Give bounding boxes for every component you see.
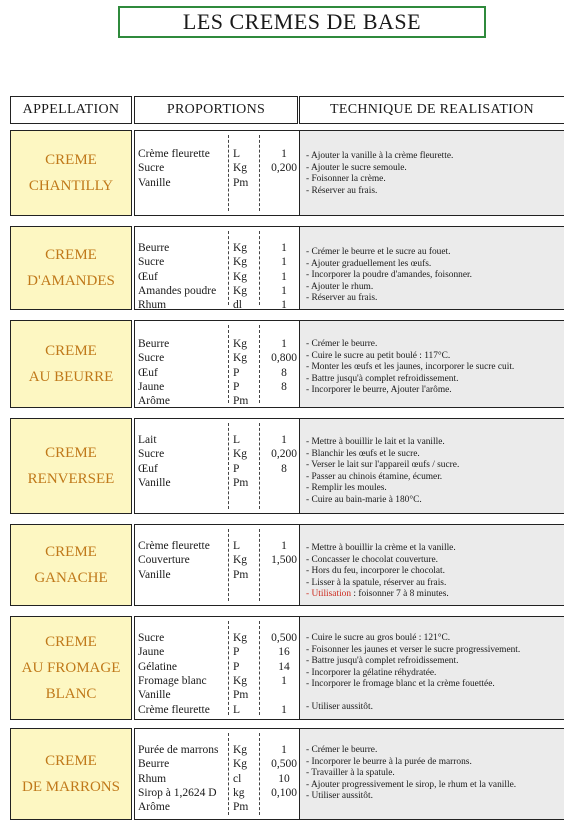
ingredient-unit: P bbox=[233, 462, 240, 475]
ingredient-row bbox=[135, 568, 307, 582]
ingredient-qty: 1 bbox=[281, 299, 287, 312]
ingredient-row bbox=[135, 337, 307, 351]
ingredient-qty: 0,500 bbox=[271, 632, 297, 644]
technique-step bbox=[306, 495, 562, 506]
cream-name-line: CREME bbox=[45, 343, 97, 359]
ingredient-name: Rhum bbox=[138, 299, 167, 312]
step-text: - Foisonner la crème. bbox=[306, 174, 386, 184]
technique-step bbox=[306, 282, 562, 293]
ingredient-qty: 1 bbox=[281, 284, 287, 297]
ingredient-name: Gélatine bbox=[138, 660, 177, 673]
cream-name-line: CREME bbox=[45, 634, 97, 650]
proportions-cell bbox=[134, 320, 308, 408]
ingredient-row bbox=[135, 757, 307, 771]
technique-cell bbox=[299, 320, 564, 408]
technique-step bbox=[306, 270, 562, 281]
ingredient-unit: L bbox=[233, 703, 241, 716]
ingredient-name: Sucre bbox=[138, 162, 165, 175]
cream-name-line: CREME bbox=[45, 544, 97, 560]
step-text: - Utiliser aussitôt. bbox=[306, 702, 373, 712]
step-text: - Mettre à bouillir la crème et la vanille. bbox=[306, 543, 456, 553]
step-text: - Cuire au bain-marie à 180°C. bbox=[306, 494, 422, 505]
technique-step bbox=[306, 437, 562, 448]
ingredient-row bbox=[135, 366, 307, 380]
ingredient-name: Beurre bbox=[138, 758, 170, 771]
ingredient-name: Beurre bbox=[138, 338, 170, 350]
technique-step bbox=[306, 543, 562, 554]
ingredient-unit: L bbox=[233, 540, 241, 552]
ingredient-row bbox=[135, 433, 307, 447]
ingredient-name: Sucre bbox=[138, 352, 165, 365]
technique-step bbox=[306, 656, 562, 667]
ingredient-unit: P bbox=[233, 646, 240, 659]
ingredient-name: Œuf bbox=[138, 462, 158, 475]
step-text: - Ajouter graduellement les œufs. bbox=[306, 258, 432, 269]
ingredient-row bbox=[135, 772, 307, 786]
ingredient-unit: Kg bbox=[233, 352, 248, 365]
ingredient-name: Amandes poudre bbox=[138, 284, 217, 297]
cream-name-line: AU FROMAGE bbox=[21, 660, 121, 676]
technique-step bbox=[306, 472, 562, 483]
ingredient-qty: 1 bbox=[281, 703, 287, 716]
ingredient-unit: Pm bbox=[233, 395, 249, 408]
ingredient-unit: P bbox=[233, 660, 240, 673]
cream-block bbox=[10, 320, 564, 408]
cream-name-line: CREME bbox=[45, 753, 97, 769]
technique-step bbox=[306, 745, 562, 756]
ingredient-unit: Pm bbox=[233, 476, 249, 489]
cream-name-line: CHANTILLY bbox=[28, 178, 114, 194]
ingredient-qty: 14 bbox=[278, 660, 290, 673]
technique-step bbox=[306, 174, 562, 185]
ingredient-unit: Pm bbox=[233, 689, 249, 702]
appellation-cell bbox=[10, 616, 132, 720]
page-title: LES CREMES DE BASE bbox=[118, 6, 486, 38]
ingredient-unit: Kg bbox=[233, 270, 248, 283]
ingredient-row bbox=[135, 161, 307, 175]
ingredient-name: Sucre bbox=[138, 256, 165, 269]
technique-step bbox=[306, 645, 562, 656]
cream-name-line: BLANC bbox=[45, 686, 97, 702]
ingredient-unit: Pm bbox=[233, 176, 249, 189]
ingredient-row bbox=[135, 800, 307, 814]
ingredient-row bbox=[135, 462, 307, 476]
cream-block bbox=[10, 728, 564, 820]
step-text: - Battre jusqu'à complet refroidissement. bbox=[306, 656, 459, 666]
step-text: - Crémer le beurre. bbox=[306, 339, 378, 349]
ingredient-name: Jaune bbox=[138, 380, 165, 393]
ingredient-row bbox=[135, 380, 307, 394]
ingredient-qty: 8 bbox=[281, 462, 287, 475]
ingredient-row bbox=[135, 631, 307, 645]
ingredient-row bbox=[135, 255, 307, 269]
ingredient-row bbox=[135, 660, 307, 674]
ingredient-unit: P bbox=[233, 380, 240, 393]
step-text: - Crémer le beurre et le sucre au fouet. bbox=[306, 247, 451, 257]
ingredient-name: Crème fleurette bbox=[138, 540, 210, 552]
ingredient-row bbox=[135, 447, 307, 461]
ingredient-row bbox=[135, 176, 307, 190]
technique-step bbox=[306, 449, 562, 460]
technique-step bbox=[306, 768, 562, 779]
ingredient-name: Œuf bbox=[138, 270, 158, 283]
ingredient-unit: Kg bbox=[233, 554, 248, 567]
header-appellation: APPELLATION bbox=[10, 96, 132, 124]
appellation-cell bbox=[10, 524, 132, 606]
ingredient-qty: 8 bbox=[281, 366, 287, 379]
technique-step bbox=[306, 691, 562, 702]
ingredient-row bbox=[135, 147, 307, 161]
technique-cell bbox=[299, 728, 564, 820]
step-text: - Réserver au frais. bbox=[306, 185, 378, 196]
technique-step bbox=[306, 578, 562, 589]
header-proportions: PROPORTIONS bbox=[134, 96, 298, 124]
ingredient-qty: 1 bbox=[281, 270, 287, 283]
step-text: - Ajouter le rhum. bbox=[306, 281, 374, 292]
technique-step bbox=[306, 163, 562, 174]
ingredient-name: Arôme bbox=[138, 395, 170, 408]
step-text: - Mettre à bouillir le lait et la vanille. bbox=[306, 437, 445, 447]
ingredient-row bbox=[135, 743, 307, 757]
ingredient-name: Sucre bbox=[138, 448, 165, 461]
ingredient-unit: Pm bbox=[233, 568, 249, 581]
step-text: - Concasser le chocolat couverture. bbox=[306, 554, 438, 565]
step-text: - Crémer le beurre. bbox=[306, 745, 378, 755]
step-text: - Utiliser aussitôt. bbox=[306, 791, 373, 801]
ingredient-name: Vanille bbox=[138, 476, 171, 489]
step-text: - Incorporer le fromage blanc et la crème fouettée. bbox=[306, 679, 495, 689]
ingredient-name: Beurre bbox=[138, 242, 170, 254]
step-text: - Cuire le sucre au petit boulé : 117°C. bbox=[306, 350, 451, 361]
ingredient-name: Vanille bbox=[138, 568, 171, 581]
step-text: - Incorporer le beurre à la purée de marrons. bbox=[306, 756, 472, 767]
table-header bbox=[10, 96, 564, 124]
step-text: - Lisser à la spatule, réserver au frais. bbox=[306, 577, 447, 588]
step-text: - Foisonner les jaunes et verser le sucre progressivement. bbox=[306, 644, 521, 655]
technique-step bbox=[306, 385, 562, 396]
ingredient-row bbox=[135, 539, 307, 553]
ingredient-unit: Kg bbox=[233, 162, 248, 175]
technique-step bbox=[306, 247, 562, 258]
ingredient-qty: 1 bbox=[281, 434, 287, 446]
cream-name-line: AU BEURRE bbox=[28, 369, 114, 385]
technique-step bbox=[306, 589, 562, 600]
technique-step bbox=[306, 460, 562, 471]
technique-cell bbox=[299, 524, 564, 606]
ingredient-unit: P bbox=[233, 366, 240, 379]
technique-step bbox=[306, 351, 562, 362]
proportions-cell bbox=[134, 418, 308, 514]
ingredient-unit: Kg bbox=[233, 674, 248, 687]
step-text: - Incorporer la poudre d'amandes, foisonner. bbox=[306, 270, 472, 280]
technique-step bbox=[306, 679, 562, 690]
ingredient-unit: Kg bbox=[233, 632, 248, 644]
technique-step bbox=[306, 757, 562, 768]
cream-block bbox=[10, 616, 564, 720]
proportions-cell bbox=[134, 130, 308, 216]
ingredient-name: Fromage blanc bbox=[138, 674, 207, 687]
step-text: : foisonner 7 à 8 minutes. bbox=[351, 589, 449, 599]
technique-step bbox=[306, 780, 562, 791]
ingredient-row bbox=[135, 241, 307, 255]
ingredient-name: Sucre bbox=[138, 632, 165, 644]
ingredient-row bbox=[135, 351, 307, 365]
step-text: - Ajouter la vanille à la crème fleurette. bbox=[306, 151, 454, 161]
ingredient-row bbox=[135, 270, 307, 284]
ingredient-name: Purée de marrons bbox=[138, 744, 219, 756]
cream-block bbox=[10, 418, 564, 514]
step-highlight: - Utilisation bbox=[306, 589, 352, 599]
step-text: - Passer au chinois étamine, écumer. bbox=[306, 471, 443, 482]
step-text: - Ajouter progressivement le sirop, le rhum et la vanille. bbox=[306, 779, 517, 790]
step-text: - Remplir les moules. bbox=[306, 483, 387, 493]
ingredient-qty: 1 bbox=[281, 744, 287, 756]
technique-cell bbox=[299, 130, 564, 216]
technique-step bbox=[306, 555, 562, 566]
ingredient-unit: Kg bbox=[233, 448, 248, 461]
ingredient-unit: dl bbox=[233, 299, 242, 312]
appellation-cell bbox=[10, 130, 132, 216]
ingredient-qty: 10 bbox=[278, 772, 290, 785]
ingredient-unit: Pm bbox=[233, 801, 249, 814]
ingredient-qty: 8 bbox=[281, 380, 287, 393]
ingredient-unit: Kg bbox=[233, 256, 248, 269]
proportions-cell bbox=[134, 616, 308, 720]
technique-step bbox=[306, 374, 562, 385]
ingredient-unit: L bbox=[233, 434, 241, 446]
technique-step bbox=[306, 362, 562, 373]
ingredient-name: Vanille bbox=[138, 689, 171, 702]
cream-name-line: RENVERSEE bbox=[27, 471, 115, 487]
ingredient-unit: Kg bbox=[233, 284, 248, 297]
ingredient-name: Lait bbox=[138, 434, 157, 446]
step-text: - Blanchir les œufs et le sucre. bbox=[306, 448, 420, 459]
step-text: - Incorporer le beurre, Ajouter l'arôme. bbox=[306, 385, 452, 395]
technique-step bbox=[306, 293, 562, 304]
ingredient-name: Vanille bbox=[138, 176, 171, 189]
step-text: - Cuire le sucre au gros boulé : 121°C. bbox=[306, 633, 451, 643]
cream-name-line: CREME bbox=[45, 247, 97, 263]
ingredient-row bbox=[135, 674, 307, 688]
ingredient-qty: 1 bbox=[281, 338, 287, 350]
ingredient-qty: 1 bbox=[281, 148, 287, 160]
ingredient-name: Jaune bbox=[138, 646, 165, 659]
appellation-cell bbox=[10, 320, 132, 408]
ingredient-unit: kg bbox=[233, 786, 245, 799]
technique-step bbox=[306, 633, 562, 644]
proportions-cell bbox=[134, 524, 308, 606]
cream-name-line: CREME bbox=[45, 445, 97, 461]
step-text: - Verser le lait sur l'appareil œufs / sucre. bbox=[306, 460, 460, 470]
appellation-cell bbox=[10, 728, 132, 820]
ingredient-name: Arôme bbox=[138, 801, 170, 814]
cream-block bbox=[10, 130, 564, 216]
cream-name-line: CREME bbox=[45, 152, 97, 168]
ingredient-row bbox=[135, 284, 307, 298]
step-text: - Monter les œufs et les jaunes, incorporer le sucre cuit. bbox=[306, 362, 515, 372]
ingredient-name: Sirop à 1,2624 D bbox=[138, 786, 217, 799]
ingredient-row bbox=[135, 553, 307, 567]
ingredient-unit: Kg bbox=[233, 338, 248, 350]
technique-step bbox=[306, 186, 562, 197]
proportions-cell bbox=[134, 226, 308, 310]
ingredient-unit: Kg bbox=[233, 758, 248, 771]
ingredient-qty: 0,200 bbox=[271, 162, 297, 175]
appellation-cell bbox=[10, 418, 132, 514]
ingredient-row bbox=[135, 786, 307, 800]
cream-block bbox=[10, 226, 564, 310]
ingredient-unit: Kg bbox=[233, 744, 248, 756]
ingredient-row bbox=[135, 476, 307, 490]
ingredient-unit: L bbox=[233, 148, 241, 160]
cream-name-line: DE MARRONS bbox=[22, 779, 120, 795]
step-text: - Battre jusqu'à complet refroidissement. bbox=[306, 373, 459, 384]
ingredient-row bbox=[135, 703, 307, 717]
ingredient-name: Crème fleurette bbox=[138, 148, 210, 160]
ingredient-qty: 0,100 bbox=[271, 786, 297, 799]
ingredient-row bbox=[135, 298, 307, 312]
step-text: - Hors du feu, incorporer le chocolat. bbox=[306, 566, 446, 576]
proportions-cell bbox=[134, 728, 308, 820]
ingredient-row bbox=[135, 645, 307, 659]
step-text: - Incorporer la gélatine réhydratée. bbox=[306, 667, 437, 678]
ingredient-qty: 1 bbox=[281, 540, 287, 552]
ingredient-qty: 1 bbox=[281, 674, 287, 687]
technique-step bbox=[306, 483, 562, 494]
technique-step bbox=[306, 339, 562, 350]
ingredient-unit: cl bbox=[233, 772, 242, 785]
ingredient-unit: Kg bbox=[233, 242, 248, 254]
technique-cell bbox=[299, 418, 564, 514]
header-technique: TECHNIQUE DE REALISATION bbox=[299, 96, 564, 124]
ingredient-row bbox=[135, 394, 307, 408]
ingredient-qty: 16 bbox=[278, 646, 290, 659]
cream-name-line: D'AMANDES bbox=[27, 273, 115, 289]
technique-step bbox=[306, 791, 562, 802]
ingredient-name: Couverture bbox=[138, 554, 190, 567]
step-text: - Réserver au frais. bbox=[306, 293, 378, 303]
ingredient-name: Crème fleurette bbox=[138, 703, 210, 716]
step-text: - Ajouter le sucre semoule. bbox=[306, 162, 407, 173]
ingredient-qty: 1,500 bbox=[271, 554, 297, 567]
technique-step bbox=[306, 566, 562, 577]
ingredient-qty: 0,500 bbox=[271, 758, 297, 771]
ingredient-row bbox=[135, 688, 307, 702]
ingredient-name: Œuf bbox=[138, 366, 158, 379]
technique-step bbox=[306, 668, 562, 679]
ingredient-qty: 1 bbox=[281, 256, 287, 269]
technique-step bbox=[306, 259, 562, 270]
ingredient-qty: 0,200 bbox=[271, 448, 297, 461]
ingredient-name: Rhum bbox=[138, 772, 167, 785]
ingredient-qty: 1 bbox=[281, 242, 287, 254]
technique-step bbox=[306, 702, 562, 713]
technique-cell bbox=[299, 226, 564, 310]
cream-block bbox=[10, 524, 564, 606]
cream-name-line: GANACHE bbox=[34, 570, 108, 586]
ingredient-qty: 0,800 bbox=[271, 352, 297, 365]
step-text: - Travailler à la spatule. bbox=[306, 768, 395, 778]
appellation-cell bbox=[10, 226, 132, 310]
technique-step bbox=[306, 151, 562, 162]
technique-cell bbox=[299, 616, 564, 720]
